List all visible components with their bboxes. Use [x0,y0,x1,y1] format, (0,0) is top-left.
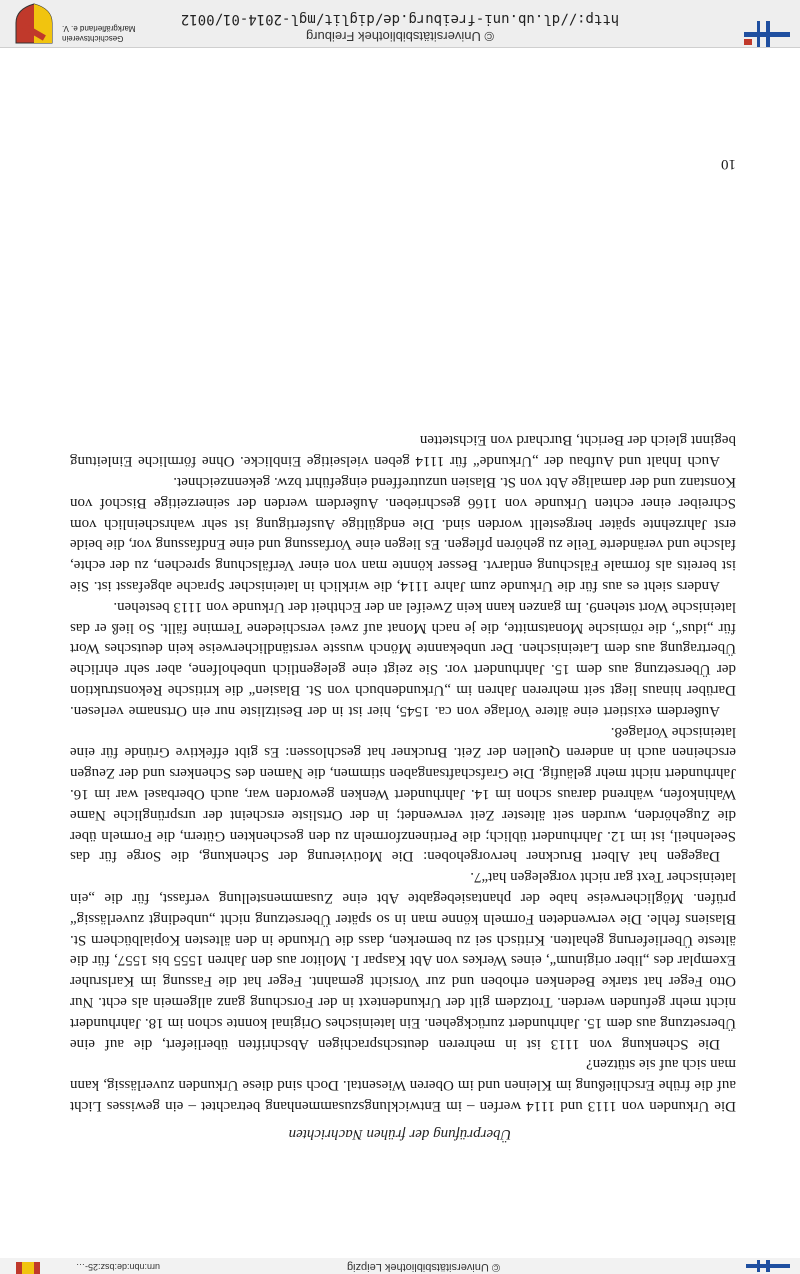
association-line: Markgräflerland e. V. [62,24,136,33]
paragraph: Auch Inhalt und Aufbau der „Urkunde“ für 1114 geben vielseitige Einblicke. Ohne förmliche Einleitung beginnt gleich der Bericht, Burchard von Eichstetten [70,432,736,470]
header-bar [0,0,800,48]
body-text [70,430,736,1116]
paragraph: Dagegen hat Albert Bruckner hervorgehoben: Die Motivierung der Schenkung, die Sorge für das Seelenheil, ist im 12. Jahrhundert üblich; die Pertinenzformeln zu den geschenkten Gütern, die Formeln über die Zugehörden, wurden seit ältester Zeit verwendet; in der Ortsliste erscheint der ursprüngliche Name Wahinkofen, während daraus schon im 14. Jahrhundert Wenken geworden war, auch Oberbasel war im 16. Jahrhundert nicht mehr geläufig. Die Grafschaftsangaben stimmen, die Namen des Schenkers und der Zeugen erscheinen auch in anderen Quellen der Zeit. Bruckner hat geschlossen: Es gibt effektive Gründe für eine lateinische Vorlage8. [70,723,736,865]
footer-urn: urn:nbn:de:bsz:25-… [75,1262,160,1272]
blue-bar-logo-icon [744,21,790,47]
library-credit: © Universitätsbibliothek Freiburg [305,29,495,44]
association-name [62,23,172,43]
footer-bar [0,1258,800,1274]
permalink-url[interactable]: http://dl.ub.uni-freiburg.de/diglit/mgl-2014-01/0012 [180,11,620,27]
paragraph: Die Urkunden von 1113 und 1114 werfen – im Entwicklungszusammenhang betrachtet – ein gewisses Licht auf die frühe Erschließung im Kleinen und im Oberen Wiesental. Doch sind diese Urkunden zuverlässig, kann man sich auf sie stützen? [70,1056,736,1114]
coat-of-arms-icon [12,3,56,45]
page-number: 10 [721,156,736,172]
coat-of-arms-mini-icon [16,1262,40,1274]
blue-bar-logo-icon [746,1260,790,1272]
paragraph: Außerdem existiert eine ältere Vorlage von ca. 1545, hier ist in der Besitzliste nur ein Ortsname verlesen. Darüber hinaus liegt seit mehreren Jahren im „Urkundenbuch von St. Blasien“ die kritische Rekonstruktion der Übersetzung aus dem 15. Jahrhundert vor. Sie zeigt eine gelegentlich unbeholfene, aber sehr ehrliche Übertragung aus dem Lateinischen. Der unbekannte Mönch wusste verständlicherweise kein deutsches Wort für „idus“, die römische Monatsmitte, die je nach Monat auf zwei verschiedene Termine fällt. So ließ er das lateinische Wort stehen9. Im ganzen kann kein Zweifel an der Echtheit der Urkunde von 1113 bestehen. [70,598,736,719]
association-line: Geschichtsverein [62,34,124,43]
paragraph: Die Schenkung von 1113 ist in mehreren deutschsprachigen Abschriften überliefert, die auf eine Übersetzung aus dem 15. Jahrhundert zurückgehen. Ein lateinisches Original konnte schon im 18. Jahrhundert nicht mehr gefunden werden. Trotzdem gilt der Urkundentext in der Forschung ganz allgemein als echt. Nur Otto Feger hat starke Bedenken erhoben und zur Vorsicht gemahnt. Feger hat die Fassung im Karlsruher Exemplar des „liber originum“, eines Werkes von Abt Kaspar I. Molitor aus den Jahren 1555 bis 1557, für die älteste Überlieferung gehalten. Kritisch sei zu bemerken, dass die Urkunde in den ältesten Kopialbüchern St. Blasiens fehle. Die verwendeten Formeln könne man in so später Übersetzung nicht „unbedingt zuverlässig“ prüfen. Möglicherweise habe der phantasiebegabte Abt eine Zusammenstellung verfasst, für die „ein lateinischer Text gar nicht vorgelegen hat“7. [70,869,736,1052]
footer-copyright: © Universitätsbibliothek Leipzig [346,1261,500,1273]
paragraph: Anders sieht es aus für die Urkunde zum Jahre 1114, die wirklich in lateinischer Sprache abgefasst ist. Sie ist bereits als formale Fälschung entlarvt. Besser könnte man von einer Verfälschung sprechen, zu der echte, falsche und veränderte Teile zu gehören pflegen. Es liegen eine Vorfassung und eine Endfassung vor, die beide erst Jahrzehnte später hergestellt worden sind. Die endgültige Ausfertigung ist sehr wahrscheinlich vom Schreiber einer echten Urkunde von 1166 geschrieben. Außerdem werden der seinerzeitige Bischof von Konstanz und der damalige Abt von St. Blasien unzutreffend eingeführt bzw. gekennzeichnet. [70,474,736,595]
section-heading: Überprüfung der frühen Nachrichten [288,1126,512,1142]
